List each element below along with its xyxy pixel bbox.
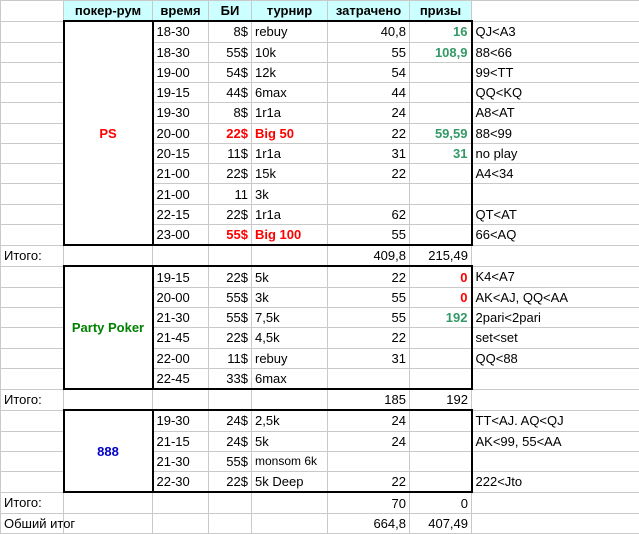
time-cell[interactable]: 21-30: [153, 451, 209, 471]
total-prize[interactable]: 192: [410, 389, 472, 410]
tournament-cell[interactable]: 15k: [252, 164, 328, 184]
cell-blank[interactable]: [472, 1, 639, 22]
time-cell[interactable]: 21-45: [153, 328, 209, 348]
cell-blank[interactable]: [1, 103, 64, 123]
cell-blank[interactable]: [1, 307, 64, 327]
prize-cell[interactable]: [410, 103, 472, 123]
time-cell[interactable]: 20-15: [153, 143, 209, 163]
grand-total-spent[interactable]: 664,8: [328, 513, 410, 533]
cell-blank[interactable]: [209, 389, 252, 410]
cell-blank[interactable]: [252, 492, 328, 513]
cell-blank[interactable]: [472, 492, 639, 513]
buyin-cell[interactable]: 55$: [209, 224, 252, 245]
tournament-cell[interactable]: 2,5k: [252, 410, 328, 431]
note-cell[interactable]: 99<TT: [472, 62, 639, 82]
cell-blank[interactable]: [1, 451, 64, 471]
time-cell[interactable]: 22-15: [153, 204, 209, 224]
cell-blank[interactable]: [209, 492, 252, 513]
buyin-cell[interactable]: 55$: [209, 307, 252, 327]
total-prize[interactable]: 215,49: [410, 245, 472, 266]
header-cell-time[interactable]: время: [153, 1, 209, 22]
tournament-cell[interactable]: 10k: [252, 42, 328, 62]
prize-cell[interactable]: [410, 184, 472, 204]
cell-blank[interactable]: [209, 513, 252, 533]
note-cell[interactable]: TT<AJ. AQ<QJ: [472, 410, 639, 431]
cell-blank[interactable]: [472, 245, 639, 266]
header-row: [1, 1, 639, 22]
tournament-cell[interactable]: monsom 6k: [252, 451, 328, 471]
prize-cell[interactable]: 16: [410, 21, 472, 42]
note-cell[interactable]: A4<34: [472, 164, 639, 184]
tournament-cell[interactable]: 1r1a: [252, 103, 328, 123]
prize-cell[interactable]: [410, 204, 472, 224]
tournament-cell[interactable]: 6max: [252, 83, 328, 103]
tournament-cell[interactable]: 5k Deep: [252, 472, 328, 493]
cell-blank[interactable]: [472, 513, 639, 533]
tournament-cell[interactable]: Big 50: [252, 123, 328, 143]
tournament-cell[interactable]: 12k: [252, 62, 328, 82]
buyin-cell[interactable]: 55$: [209, 451, 252, 471]
cell-blank[interactable]: [1, 164, 64, 184]
note-cell[interactable]: AK<99, 55<AA: [472, 431, 639, 451]
note-cell[interactable]: AK<AJ, QQ<AA: [472, 287, 639, 307]
prize-cell[interactable]: [410, 328, 472, 348]
note-cell[interactable]: QT<AT: [472, 204, 639, 224]
time-cell[interactable]: 22-00: [153, 348, 209, 368]
buyin-cell[interactable]: 22$: [209, 472, 252, 493]
prize-cell[interactable]: [410, 348, 472, 368]
prize-cell[interactable]: [410, 368, 472, 389]
note-cell[interactable]: K4<A7: [472, 266, 639, 287]
cell-blank[interactable]: [1, 472, 64, 493]
spent-cell[interactable]: 55: [328, 287, 410, 307]
spent-cell[interactable]: 22: [328, 164, 410, 184]
spent-cell[interactable]: 22: [328, 266, 410, 287]
tournament-cell[interactable]: Big 100: [252, 224, 328, 245]
cell-blank[interactable]: [1, 62, 64, 82]
note-cell[interactable]: [472, 368, 639, 389]
spent-cell[interactable]: 24: [328, 431, 410, 451]
grand-total-label[interactable]: Обший итог: [1, 513, 64, 533]
spent-cell[interactable]: [328, 451, 410, 471]
time-cell[interactable]: 19-30: [153, 103, 209, 123]
spent-cell[interactable]: 22: [328, 123, 410, 143]
header-cell-room[interactable]: покер-рум: [64, 1, 153, 22]
total-spent[interactable]: 185: [328, 389, 410, 410]
cell-blank[interactable]: [1, 328, 64, 348]
poker-room-cell[interactable]: PS: [64, 21, 153, 245]
note-cell[interactable]: 2pari<2pari: [472, 307, 639, 327]
cell-blank[interactable]: [1, 410, 64, 431]
header-cell-tournament[interactable]: турнир: [252, 1, 328, 22]
time-cell[interactable]: 19-30: [153, 410, 209, 431]
note-cell[interactable]: no play: [472, 143, 639, 163]
tournament-cell[interactable]: 3k: [252, 287, 328, 307]
time-cell[interactable]: 18-30: [153, 21, 209, 42]
total-spent[interactable]: 70: [328, 492, 410, 513]
header-cell-spent[interactable]: затрачено: [328, 1, 410, 22]
cell-blank[interactable]: [1, 143, 64, 163]
time-cell[interactable]: 21-30: [153, 307, 209, 327]
tournament-cell[interactable]: 3k: [252, 184, 328, 204]
spent-cell[interactable]: 44: [328, 83, 410, 103]
time-cell[interactable]: 21-00: [153, 184, 209, 204]
cell-blank[interactable]: [1, 266, 64, 287]
prize-cell[interactable]: 108,9: [410, 42, 472, 62]
buyin-cell[interactable]: 22$: [209, 164, 252, 184]
spent-cell[interactable]: [328, 368, 410, 389]
cell-blank[interactable]: [64, 492, 153, 513]
buyin-cell[interactable]: 22$: [209, 204, 252, 224]
table-row: [1, 410, 639, 431]
buyin-cell[interactable]: 8$: [209, 21, 252, 42]
time-cell[interactable]: 19-15: [153, 266, 209, 287]
spent-cell[interactable]: 31: [328, 348, 410, 368]
time-cell[interactable]: 20-00: [153, 287, 209, 307]
time-cell[interactable]: 22-30: [153, 472, 209, 493]
spent-cell[interactable]: 55: [328, 224, 410, 245]
cell-blank[interactable]: [64, 513, 153, 533]
prize-cell[interactable]: 0: [410, 266, 472, 287]
time-cell[interactable]: 20-00: [153, 123, 209, 143]
cell-blank[interactable]: [1, 204, 64, 224]
time-cell[interactable]: 21-15: [153, 431, 209, 451]
spent-cell[interactable]: 24: [328, 103, 410, 123]
prize-cell[interactable]: 0: [410, 287, 472, 307]
cell-blank[interactable]: [153, 389, 209, 410]
prize-cell[interactable]: 31: [410, 143, 472, 163]
buyin-cell[interactable]: 11$: [209, 143, 252, 163]
tournament-cell[interactable]: rebuy: [252, 21, 328, 42]
cell-blank[interactable]: [1, 1, 64, 22]
spent-cell[interactable]: 54: [328, 62, 410, 82]
prize-cell[interactable]: [410, 472, 472, 493]
prize-cell[interactable]: [410, 431, 472, 451]
buyin-cell[interactable]: 22$: [209, 123, 252, 143]
tournament-cell[interactable]: 1r1a: [252, 204, 328, 224]
sheet-body: [1, 1, 639, 534]
cell-blank[interactable]: [153, 245, 209, 266]
cell-blank[interactable]: [1, 348, 64, 368]
time-cell[interactable]: 19-00: [153, 62, 209, 82]
tournament-cell[interactable]: 4,5k: [252, 328, 328, 348]
table-row: [1, 266, 639, 287]
total-prize[interactable]: 0: [410, 492, 472, 513]
cell-blank[interactable]: [252, 245, 328, 266]
spent-cell[interactable]: 22: [328, 328, 410, 348]
tournament-cell[interactable]: 7,5k: [252, 307, 328, 327]
note-cell[interactable]: 222<Jto: [472, 472, 639, 493]
buyin-cell[interactable]: 33$: [209, 368, 252, 389]
grand-total-prize[interactable]: 407,49: [410, 513, 472, 533]
spent-cell[interactable]: 22: [328, 472, 410, 493]
total-row: [1, 245, 639, 266]
buyin-cell[interactable]: 24$: [209, 410, 252, 431]
note-cell[interactable]: QQ<88: [472, 348, 639, 368]
cell-blank[interactable]: [1, 21, 64, 42]
time-cell[interactable]: 18-30: [153, 42, 209, 62]
tournament-cell[interactable]: 1r1a: [252, 143, 328, 163]
cell-blank[interactable]: [209, 245, 252, 266]
buyin-cell[interactable]: 22$: [209, 266, 252, 287]
note-cell[interactable]: 66<AQ: [472, 224, 639, 245]
header-cell-bi[interactable]: БИ: [209, 1, 252, 22]
grand-total-row: [1, 513, 639, 533]
prize-cell[interactable]: 59,59: [410, 123, 472, 143]
cell-blank[interactable]: [64, 245, 153, 266]
buyin-cell[interactable]: 11: [209, 184, 252, 204]
prize-cell[interactable]: [410, 164, 472, 184]
total-row: [1, 492, 639, 513]
buyin-cell[interactable]: 8$: [209, 103, 252, 123]
cell-blank[interactable]: [1, 224, 64, 245]
total-row: [1, 389, 639, 410]
buyin-cell[interactable]: 54$: [209, 62, 252, 82]
total-label[interactable]: Итого:: [1, 245, 64, 266]
note-cell[interactable]: [472, 451, 639, 471]
prize-cell[interactable]: [410, 410, 472, 431]
prize-cell[interactable]: [410, 451, 472, 471]
tournament-cell[interactable]: 5k: [252, 431, 328, 451]
poker-room-cell[interactable]: Party Poker: [64, 266, 153, 389]
cell-blank[interactable]: [472, 389, 639, 410]
note-cell[interactable]: QJ<A3: [472, 21, 639, 42]
time-cell[interactable]: 19-15: [153, 83, 209, 103]
note-cell[interactable]: QQ<KQ: [472, 83, 639, 103]
buyin-cell[interactable]: 55$: [209, 42, 252, 62]
buyin-cell[interactable]: 22$: [209, 328, 252, 348]
cell-blank[interactable]: [1, 431, 64, 451]
tournament-cell[interactable]: 6max: [252, 368, 328, 389]
header-cell-prizes[interactable]: призы: [410, 1, 472, 22]
cell-blank[interactable]: [153, 492, 209, 513]
cell-blank[interactable]: [1, 123, 64, 143]
buyin-cell[interactable]: 24$: [209, 431, 252, 451]
spent-cell[interactable]: 62: [328, 204, 410, 224]
spent-cell[interactable]: 31: [328, 143, 410, 163]
time-cell[interactable]: 21-00: [153, 164, 209, 184]
cell-blank[interactable]: [153, 513, 209, 533]
buyin-cell[interactable]: 55$: [209, 287, 252, 307]
total-label[interactable]: Итого:: [1, 389, 64, 410]
total-spent[interactable]: 409,8: [328, 245, 410, 266]
cell-blank[interactable]: [1, 287, 64, 307]
note-cell[interactable]: [472, 184, 639, 204]
cell-blank[interactable]: [64, 389, 153, 410]
cell-blank[interactable]: [252, 389, 328, 410]
cell-blank[interactable]: [252, 513, 328, 533]
prize-cell[interactable]: 192: [410, 307, 472, 327]
spent-cell[interactable]: [328, 184, 410, 204]
time-cell[interactable]: 22-45: [153, 368, 209, 389]
note-cell[interactable]: A8<AT: [472, 103, 639, 123]
prize-cell[interactable]: [410, 224, 472, 245]
cell-blank[interactable]: [1, 184, 64, 204]
buyin-cell[interactable]: 11$: [209, 348, 252, 368]
table-row: [1, 21, 639, 42]
note-cell[interactable]: 88<99: [472, 123, 639, 143]
buyin-cell[interactable]: 44$: [209, 83, 252, 103]
total-label[interactable]: Итого:: [1, 492, 64, 513]
cell-blank[interactable]: [1, 368, 64, 389]
prize-cell[interactable]: [410, 62, 472, 82]
note-cell[interactable]: set<set: [472, 328, 639, 348]
spent-cell[interactable]: 55: [328, 307, 410, 327]
note-cell[interactable]: 88<66: [472, 42, 639, 62]
time-cell[interactable]: 23-00: [153, 224, 209, 245]
cell-blank[interactable]: [1, 83, 64, 103]
spent-cell[interactable]: 24: [328, 410, 410, 431]
tournament-cell[interactable]: 5k: [252, 266, 328, 287]
prize-cell[interactable]: [410, 83, 472, 103]
tournament-cell[interactable]: rebuy: [252, 348, 328, 368]
cell-blank[interactable]: [1, 42, 64, 62]
spent-cell[interactable]: 55: [328, 42, 410, 62]
poker-room-cell[interactable]: 888: [64, 410, 153, 492]
spent-cell[interactable]: 40,8: [328, 21, 410, 42]
